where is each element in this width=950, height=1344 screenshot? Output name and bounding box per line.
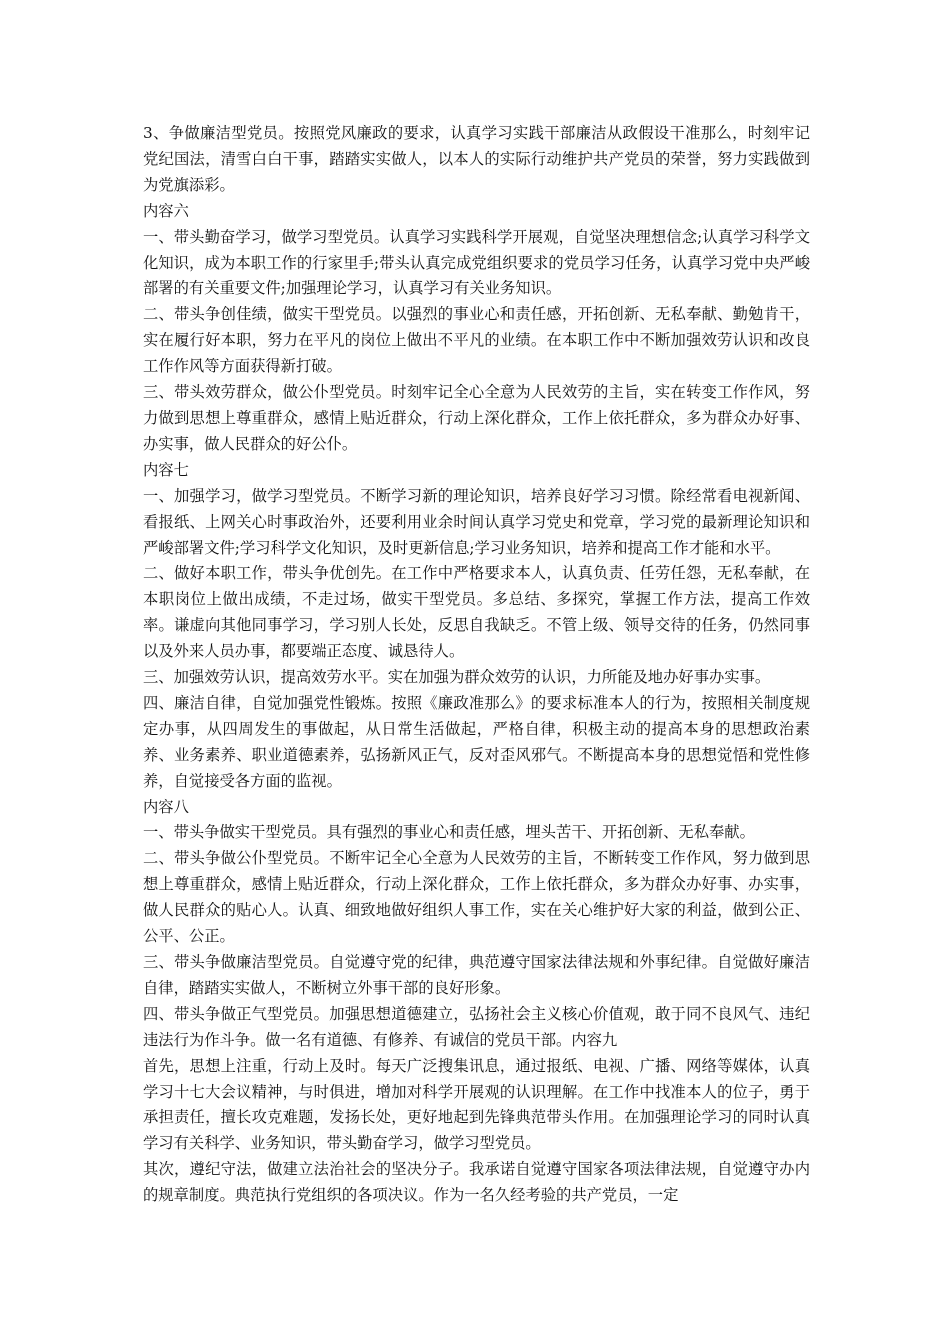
section-heading: 内容六 — [143, 201, 189, 220]
paragraph: 一、带头争做实干型党员。具有强烈的事业心和责任感，埋头苦干、开拓创新、无私奉献。 — [143, 823, 755, 842]
paragraph: 三、带头争做廉洁型党员。自觉遵守党的纪律，典范遵守国家法律法规和外事纪律。自觉做好廉洁自律，踏踏实实做人，不断树立外事干部的良好形象。 — [143, 953, 810, 997]
paragraph: 二、带头争做公仆型党员。不断牢记全心全意为人民效劳的主旨，不断转变工作作风，努力做到思想上尊重群众，感情上贴近群众，行动上深化群众，工作上依托群众，多为群众办好事、办实事，做人民群众的贴心人。认真、细致地做好组织人事工作，实在关心维护好大家的利益，做到公正、公平、公正。 — [143, 849, 810, 946]
paragraph: 四、廉洁自律，自觉加强党性锻炼。按照《廉政准那么》的要求标准本人的行为，按照相关制度规定办事，从四周发生的事做起，从日常生活做起，严格自律，积极主动的提高本身的思想政治素养、业务素养、职业道德素养，弘扬新风正气，反对歪风邪气。不断提高本身的思想觉悟和党性修养，自觉接受各方面的监视。 — [143, 693, 810, 790]
document-page — [143, 121, 810, 1209]
paragraph: 三、加强效劳认识，提高效劳水平。实在加强为群众效劳的认识，力所能及地办好事办实事。 — [143, 668, 771, 687]
section-heading: 内容八 — [143, 797, 189, 816]
paragraph: 其次，遵纪守法，做建立法治社会的坚决分子。我承诺自觉遵守国家各项法律法规，自觉遵守办内的规章制度。典范执行党组织的各项决议。作为一名久经考验的共产党员，一定 — [143, 1160, 810, 1205]
paragraph: 四、带头争做正气型党员。加强思想道德建立，弘扬社会主义核心价值观，敢于同不良风气、违纪违法行为作斗争。做一名有道德、有修养、有诚信的党员干部。内容九 — [143, 1004, 810, 1049]
paragraph: 一、带头勤奋学习，做学习型党员。认真学习实践科学开展观，自觉坚决理想信念;认真学习科学文化知识，成为本职工作的行家里手;带头认真完成党组织要求的党员学习任务，认真学习党中央严峻部署的有关重要文件;加强理论学习，认真学习有关业务知识。 — [143, 227, 810, 298]
paragraph: 三、带头效劳群众，做公仆型党员。时刻牢记全心全意为人民效劳的主旨，实在转变工作作风，努力做到思想上尊重群众，感情上贴近群众，行动上深化群众，工作上依托群众，多为群众办好事、办实事，做人民群众的好公仆。 — [143, 383, 810, 453]
section-heading: 内容七 — [143, 460, 189, 479]
paragraph: 首先，思想上注重，行动上及时。每天广泛搜集讯息，通过报纸、电视、广播、网络等媒体，认真学习十七大会议精神，与时俱进，增加对科学开展观的认识理解。在工作中找准本人的位子，勇于承担责任，擅长攻克难题，发扬长处，更好地起到先锋典范带头作用。在加强理论学习的同时认真学习有关科学、业务知识，带头勤奋学习，做学习型党员。 — [143, 1056, 810, 1153]
paragraph: 二、带头争创佳绩，做实干型党员。以强烈的事业心和责任感，开拓创新、无私奉献、勤勉肯干，实在履行好本职，努力在平凡的岗位上做出不平凡的业绩。在本职工作中不断加强效劳认识和改良工作作风等方面获得新打破。 — [143, 305, 810, 376]
paragraph: 二、做好本职工作，带头争优创先。在工作中严格要求本人，认真负责、任劳任怨，无私奉献，在本职岗位上做出成绩，不走过场，做实干型党员。多总结、多探究，掌握工作方法，提高工作效率。谦虚向其他同事学习，学习别人长处，反思自我缺乏。不管上级、领导交待的任务，仍然同事以及外来人员办事，都要端正态度、诚恳待人。 — [143, 564, 810, 661]
paragraph: 一、加强学习，做学习型党员。不断学习新的理论知识，培养良好学习习惯。除经常看电视新闻、看报纸、上网关心时事政治外，还要利用业余时间认真学习党史和党章，学习党的最新理论知识和严峻部署文件;学习科学文化知识，及时更新信息;学习业务知识，培养和提高工作才能和水平。 — [143, 486, 810, 557]
paragraph: 3、争做廉洁型党员。按照党风廉政的要求，认真学习实践干部廉洁从政假设干准那么，时刻牢记党纪国法，清雪白白干事，踏踏实实做人，以本人的实际行动维护共产党员的荣誉，努力实践做到为党旗添彩。 — [143, 124, 810, 194]
